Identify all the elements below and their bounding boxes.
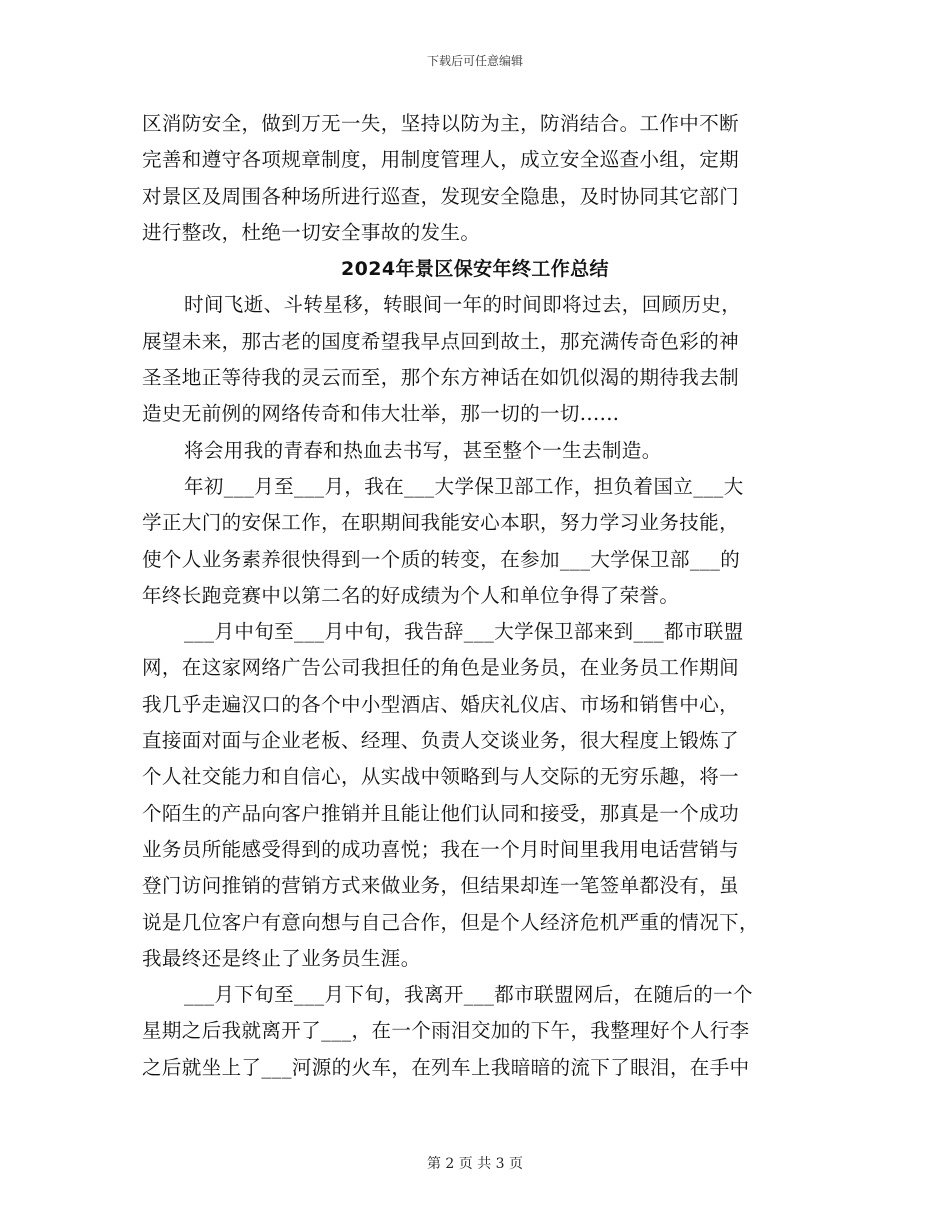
text-line: 我几乎走遍汉口的各个中小型酒店、婚庆礼仪店、市场和销售中心， bbox=[142, 692, 740, 716]
text-line: 圣圣地正等待我的灵云而至，那个东方神话在如饥似渴的期待我去制 bbox=[142, 366, 740, 390]
paragraph-start-line: 时间飞逝、斗转星移，转眼间一年的时间即将过去，回顾历史， bbox=[184, 293, 742, 317]
text-line: 直接面对面与企业老板、经理、负责人交谈业务，很大程度上锻炼了 bbox=[142, 729, 740, 753]
paragraph-start-line: ___月下旬至___月下旬，我离开___都市联盟网后，在随后的一个 bbox=[184, 983, 753, 1007]
text-line: 对景区及周围各种场所进行巡查，发现安全隐患，及时协同其它部门 bbox=[142, 184, 740, 208]
paragraph-start-line: 年初___月至___月，我在___大学保卫部工作，担负着国立___大 bbox=[184, 474, 744, 498]
text-line: 进行整改，杜绝一切安全事故的发生。 bbox=[142, 220, 481, 244]
text-line: 星期之后我就离开了___，在一个雨泪交加的下午，我整理好个人行李 bbox=[142, 1019, 750, 1043]
text-line: 区消防安全，做到万无一失，坚持以防为主，防消结合。工作中不断 bbox=[142, 112, 740, 135]
text-line: 展望未来，那古老的国度希望我早点回到故土，那充满传奇色彩的神 bbox=[142, 329, 740, 353]
paragraph-start-line: ___月中旬至___月中旬，我告辞___大学保卫部来到___都市联盟 bbox=[184, 620, 744, 644]
text-line: 年终长跑竞赛中以第二名的好成绩为个人和单位争得了荣誉。 bbox=[142, 583, 680, 607]
text-line: 学正大门的安保工作，在职期间我能安心本职，努力学习业务技能， bbox=[142, 511, 740, 535]
paragraph-start-line: 将会用我的青春和热血去书写，甚至整个一生去制造。 bbox=[184, 438, 662, 462]
page-header: 下载后可任意编辑 bbox=[426, 54, 523, 68]
text-line: 业务员所能感受得到的成功喜悦；我在一个月时间里我用电话营销与 bbox=[142, 837, 740, 861]
section-title: 2024年景区保安年终工作总结 bbox=[341, 258, 609, 281]
text-line: 个人社交能力和自信心，从实战中领略到与人交际的无穷乐趣，将一 bbox=[142, 765, 740, 789]
text-line: 之后就坐上了___河源的火车，在列车上我暗暗的流下了眼泪，在手中 bbox=[142, 1055, 750, 1079]
page-number: 第 2 页 共 3 页 bbox=[426, 1156, 524, 1172]
text-line: 完善和遵守各项规章制度，用制度管理人，成立安全巡查小组，定期 bbox=[142, 148, 740, 172]
text-line: 我最终还是终止了业务员生涯。 bbox=[142, 946, 421, 970]
text-line: 造史无前例的网络传奇和伟大壮举，那一切的一切...... bbox=[142, 402, 620, 426]
text-line: 使个人业务素养很快得到一个质的转变，在参加___大学保卫部___的 bbox=[142, 547, 741, 571]
text-line: 登门访问推销的营销方式来做业务，但结果却连一笔签单都没有，虽 bbox=[142, 874, 740, 898]
text-line: 说是几位客户有意向想与自己合作，但是个人经济危机严重的情况下， bbox=[142, 910, 759, 934]
text-line: 网，在这家网络广告公司我担任的角色是业务员，在业务员工作期间 bbox=[142, 656, 740, 680]
text-line: 个陌生的产品向客户推销并且能让他们认同和接受，那真是一个成功 bbox=[142, 801, 740, 825]
document-body bbox=[142, 106, 808, 1086]
